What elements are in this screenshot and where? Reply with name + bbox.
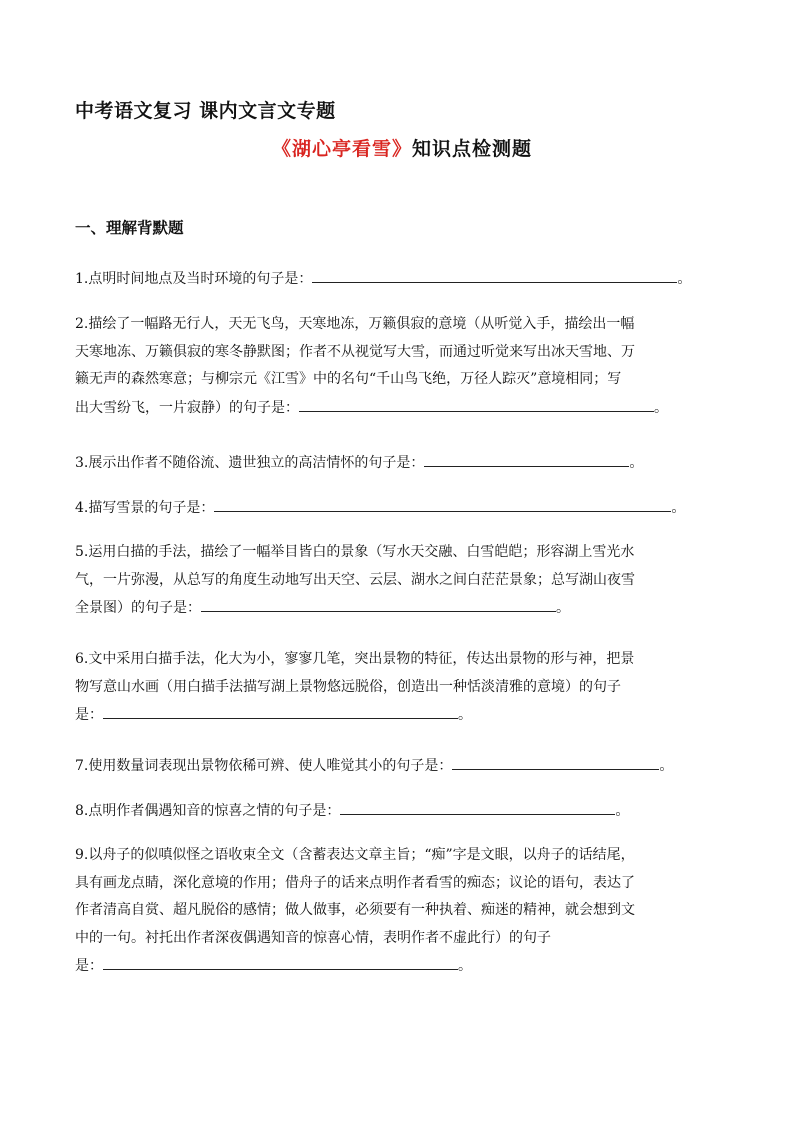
subtitle-text-rest: 知识点检测题 (412, 138, 533, 160)
question-line (75, 842, 735, 870)
question-text: 7.使用数量词表现出景物依稀可辨、使人唯觉其小的句子是： (75, 758, 453, 774)
answer-blank[interactable] (424, 449, 629, 467)
question-text: 是： (75, 707, 103, 723)
question-text: 物写意山水画（用白描手法描写湖上景物悠远脱俗，创造出一种恬淡清雅的意境）的句子 (75, 678, 621, 695)
question-text: 出大雪纷飞，一片寂静）的句子是： (75, 399, 299, 416)
question-line (75, 674, 735, 702)
question-1 (75, 265, 735, 294)
question-4 (75, 494, 735, 523)
question-end-punctuation: 。 (629, 455, 644, 471)
answer-blank[interactable] (201, 594, 556, 612)
question-text: 3.展示出作者不随俗流、遗世独立的高洁情怀的句子是： (75, 455, 425, 471)
question-line (75, 366, 735, 394)
question-end-punctuation: 。 (677, 271, 692, 287)
question-text: 1.点明时间地点及当时环境的句子是： (75, 271, 313, 287)
question-text: 中的一句。衬托出作者深夜偶遇知音的惊喜心情，表明作者不虚此行）的句子 (75, 929, 551, 946)
question-line (75, 394, 735, 423)
question-7 (75, 752, 735, 781)
question-line (75, 870, 735, 898)
answer-blank[interactable] (299, 394, 654, 412)
question-6 (75, 646, 735, 730)
question-line (75, 539, 735, 567)
question-end-punctuation: 。 (671, 500, 686, 516)
question-end-punctuation: 。 (458, 707, 472, 723)
question-text: 是： (75, 958, 103, 974)
question-2 (75, 311, 735, 422)
question-end-punctuation: 。 (556, 600, 570, 616)
question-end-punctuation: 。 (659, 758, 674, 774)
question-end-punctuation: 。 (654, 399, 668, 416)
question-text: 全景图）的句子是： (75, 600, 201, 616)
question-text: 具有画龙点睛，深化意境的作用；借舟子的话来点明作者看雪的痴态；议论的语句，表达了 (75, 874, 635, 891)
question-line (75, 897, 735, 925)
question-line (75, 594, 735, 623)
answer-blank[interactable] (103, 701, 458, 719)
page-title: 中考语文复习 课内文言文专题 (75, 100, 336, 122)
question-text: 5.运用白描的手法，描绘了一幅举目皆白的景象（写水天交融、白雪皑皑；形容湖上雪光水 (75, 544, 635, 560)
document-subtitle (272, 134, 532, 161)
question-line (75, 701, 735, 730)
answer-blank[interactable] (452, 752, 659, 770)
question-text: 气，一片弥漫，从总写的角度生动地写出天空、云层、湖水之间白茫茫景象；总写湖山夜雪 (75, 571, 635, 588)
question-line (75, 752, 735, 781)
question-line (75, 494, 735, 523)
question-text: 9.以舟子的似嗔似怪之语收束全文（含蓄表达文章主旨；“痴”字是文眼，以舟子的话结尾， (75, 847, 635, 863)
question-3 (75, 449, 735, 478)
question-line (75, 265, 735, 294)
question-line (75, 646, 735, 674)
question-9 (75, 842, 735, 981)
question-8 (75, 797, 735, 826)
question-line (75, 952, 735, 981)
answer-blank[interactable] (312, 265, 677, 283)
section-heading: 一、理解背默题 (75, 218, 184, 237)
answer-blank[interactable] (214, 494, 671, 512)
question-end-punctuation: 。 (615, 803, 630, 819)
question-text: 8.点明作者偶遇知音的惊喜之情的句子是： (75, 803, 341, 819)
question-text: 天寒地冻、万籁俱寂的寒冬静默图；作者不从视觉写大雪，而通过听觉来写出冰天雪地、万 (75, 343, 635, 360)
question-text: 作者清高自赏、超凡脱俗的感情；做人做事，必须要有一种执着、痴迷的精神，就会想到文 (75, 902, 635, 918)
subtitle-text-title: 《湖心亭看雪》 (272, 138, 413, 160)
question-line (75, 797, 735, 826)
question-line (75, 449, 735, 478)
question-line (75, 567, 735, 595)
question-text: 2.描绘了一幅路无行人，天无飞鸟，天寒地冻，万籁俱寂的意境（从听觉入手，描绘出一幅 (75, 316, 635, 332)
question-end-punctuation: 。 (458, 958, 472, 974)
question-line (75, 925, 735, 953)
answer-blank[interactable] (340, 797, 615, 815)
question-line (75, 311, 735, 339)
question-text: 4.描写雪景的句子是： (75, 500, 215, 516)
question-line (75, 339, 735, 367)
question-5 (75, 539, 735, 623)
question-text: 籁无声的森然寒意；与柳宗元《江雪》中的名句“千山鸟飞绝，万径人踪灭”意境相同；写 (75, 371, 622, 387)
question-text: 6.文中采用白描手法，化大为小，寥寥几笔，突出景物的特征，传达出景物的形与神，把景 (75, 651, 635, 667)
answer-blank[interactable] (103, 952, 458, 970)
